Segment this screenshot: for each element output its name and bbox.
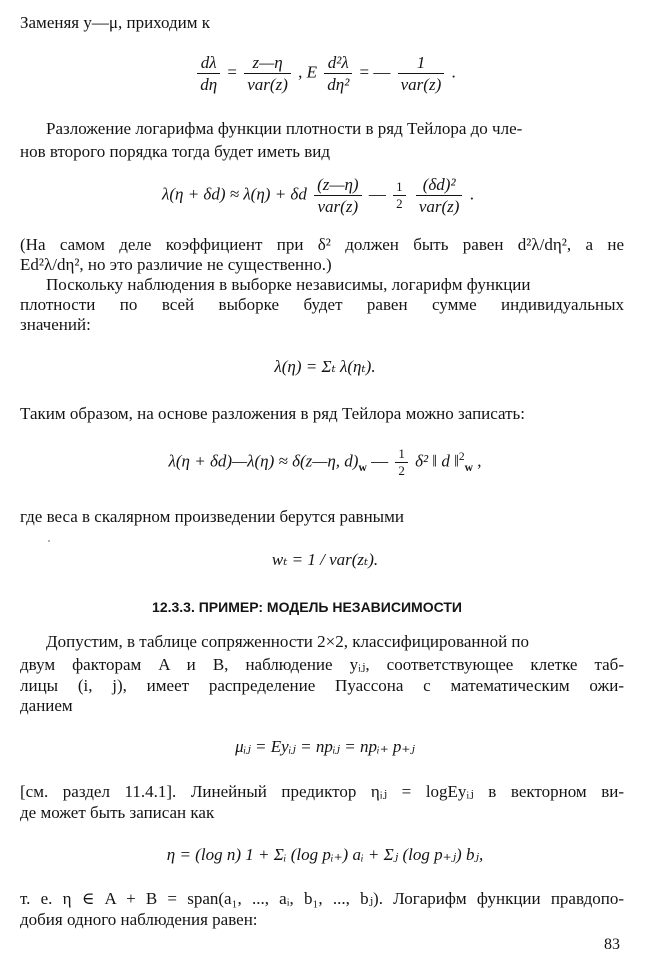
text-line: плотности по всей выборке будет равен сумме индивидуальных	[20, 295, 624, 314]
text-line: Допустим, в таблице сопряженности 2×2, классифицированной по	[46, 632, 530, 651]
equation-2: λ(η + δd) ≈ λ(η) + δd $\frac{(z—\eta)}{\text{var(z)}}$ — $\frac{1}{2}$ $\frac{\text{(δd)²}}{\text{var(z)}}$ .	[162, 175, 474, 217]
fraction: $\frac{\text{(δd)²}}{\text{var(z)}}$	[416, 174, 463, 218]
text-line: Поскольку наблюдения в выборке независимы, логарифм функции	[46, 275, 531, 294]
fraction: $\frac{1}{2}$	[393, 179, 406, 213]
equation-1: $\frac{d\lambda}{d\eta}$ = $\frac{z—\eta}{\text{var(z)}}$ , E $\frac{\text{d²λ}}{\text{dη²}}$ = — $\frac{1}{\text{var(z)}}$ .	[0, 52, 650, 96]
text-line: где веса в скалярном произведении берутся равными	[20, 507, 404, 526]
fraction: $\frac{\text{d²λ}}{\text{dη²}}$	[324, 52, 352, 96]
intro-line: Заменяя y—μ, приходим к	[20, 13, 211, 32]
fraction: $\frac{d\lambda}{d\eta}$	[197, 52, 220, 96]
fraction: $\frac{1}{2}$	[395, 446, 408, 480]
fraction: $\frac{(z—\eta)}{\text{var(z)}}$	[314, 174, 362, 218]
text-line: Таким образом, на основе разложения в ряд Тейлора можно записать:	[20, 404, 526, 423]
text-line: лицы (i, j), имеет распределение Пуассона с математическим ожи-	[20, 676, 624, 695]
equation-3: λ(η) = Σₜ λ(ηₜ).	[274, 357, 376, 376]
fraction: $\frac{1}{\text{var(z)}}$	[398, 52, 445, 96]
text-line: нов второго порядка тогда будет иметь вид	[20, 142, 331, 161]
page-number: 83	[604, 936, 620, 953]
text-line: добия одного наблюдения равен:	[20, 910, 258, 929]
text-line: т. е. η ∈ A + B = span(a₁, ..., aᵢ, b₁, ..., bⱼ). Логарифм функции правдопо-	[20, 889, 624, 908]
text-line: де может быть записан как	[20, 803, 215, 822]
text-line: Ed²λ/dη², но это различие не существенно.)	[20, 255, 332, 274]
text-line: двум факторам A и B, наблюдение yᵢⱼ, соответствующее клетке таб-	[20, 655, 624, 674]
section-heading: 12.3.3. ПРИМЕР: МОДЕЛЬ НЕЗАВИСИМОСТИ	[152, 599, 462, 615]
text-line: (На самом деле коэффициент при δ² должен быть равен d²λ/dη², а не	[20, 235, 624, 254]
equation-5: wₜ = 1 / var(zₜ).	[271, 550, 379, 569]
text-line: данием	[20, 696, 73, 715]
equation-7: η = (log n) 1 + Σᵢ (log pᵢ₊) aᵢ + Σⱼ (log p₊ⱼ) bⱼ,	[166, 845, 484, 864]
scan-speck	[48, 540, 50, 542]
equation-4: λ(η + δd)—λ(η) ≈ δ(z—η, $d)_w$ — $\frac{1}{2}$ δ² ‖ d ‖$^2_w$ ,	[168, 446, 482, 479]
text-line: значений:	[20, 315, 91, 334]
equation-6: μᵢⱼ = Eyᵢⱼ = npᵢⱼ = npᵢ₊ p₊ⱼ	[235, 737, 415, 756]
text-line: Разложение логарифма функции плотности в ряд Тейлора до чле-	[46, 119, 523, 138]
text-line: [см. раздел 11.4.1]. Линейный предиктор ηᵢⱼ = logEyᵢⱼ в векторном ви-	[20, 782, 624, 801]
fraction: $\frac{z—\eta}{\text{var(z)}}$	[244, 52, 291, 96]
